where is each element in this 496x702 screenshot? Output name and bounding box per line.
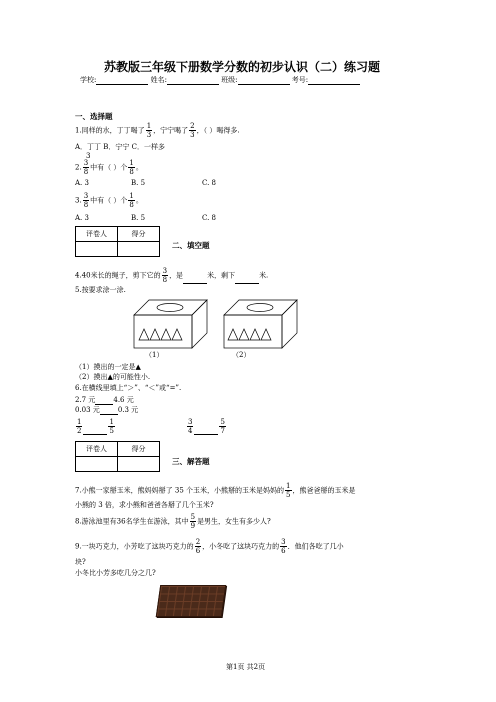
question-5-part-2: （2）摸出▲的可能性小.	[75, 373, 151, 381]
question-5: 5.按要求涂一涂.	[75, 286, 126, 294]
fraction: $\frac{5}{9}$	[190, 513, 196, 530]
fraction: $\frac{1}{8}$	[129, 192, 134, 209]
question-2-option-c: C. 8	[202, 179, 217, 187]
question-7: 7.小熊一家掰玉米，熊妈妈掰了 35 个玉米，小熊掰的玉米是妈妈的 $\frac{1}{5}$ ，熊爸爸掰的玉米是	[75, 482, 356, 499]
question-6: 6.在横线里填上“＞”、“＜”或“=”.	[75, 384, 182, 392]
fraction: $\frac{2}{3}$	[190, 122, 195, 139]
class-field[interactable]	[238, 77, 290, 85]
score-label: 得分	[118, 442, 160, 457]
fraction: $\frac{1}{8}$	[129, 159, 134, 176]
question-9-line-2: 块?	[75, 558, 86, 566]
question-3: 3. $\frac{3}{8}$ 中有（ ）个 $\frac{1}{8}$ 。	[75, 192, 143, 209]
fraction: $\frac{3}{8}$	[83, 159, 89, 176]
box-diagram	[132, 295, 302, 355]
question-2-top-digit: 3	[86, 152, 91, 160]
info-line	[80, 76, 360, 85]
score-cell[interactable]	[118, 457, 160, 472]
box-2	[224, 300, 297, 348]
fraction: $\frac{3}{8}$	[83, 192, 89, 209]
question-9-line-3: 小冬比小芳多吃几分之几?	[75, 569, 156, 577]
question-5-part-1: （1）摸出的一定是▲	[75, 363, 141, 371]
question-1: 1.同样的水，丁丁喝了 $\frac{1}{3}$ ，宁宁喝了 $\frac{2}{3}$ ，（ ）喝得多.	[75, 122, 240, 139]
fraction: $\frac{1}{5}$	[286, 482, 291, 499]
question-7-line-2: 小熊的 3 倍，求小熊和爸爸各掰了几个玉米?	[75, 501, 214, 509]
fraction: $\frac{3}{4}$	[188, 418, 193, 435]
answer-blank[interactable]	[95, 397, 113, 405]
fraction: $\frac{3}{6}$	[281, 538, 286, 555]
section-heading-choice: 一、选择题	[75, 112, 113, 121]
compare-row-1: 2.7 元 4.6 元	[75, 396, 134, 404]
box-1-label: （1）	[145, 351, 164, 359]
chocolate-bar-image	[156, 585, 226, 617]
score-table	[75, 226, 160, 257]
score-label: 得分	[118, 227, 160, 242]
fraction: $\frac{1}{2}$	[77, 418, 82, 435]
answer-blank[interactable]	[235, 276, 259, 284]
answer-blank[interactable]	[83, 427, 107, 435]
question-2-option-a: A. 3	[75, 179, 89, 187]
page-footer: 第1页 共2页	[226, 663, 266, 671]
exam-no-field[interactable]	[308, 77, 360, 85]
question-1-options: A．丁丁 B．宁宁 C．一样多	[75, 143, 166, 151]
exam-no-label: 考号:	[291, 76, 309, 84]
question-2-option-b: B. 5	[131, 179, 146, 187]
compare-fractions-1	[75, 418, 116, 435]
class-label: 班级:	[221, 76, 238, 84]
question-3-option-c: C. 8	[202, 214, 217, 222]
question-3-option-a: A. 3	[75, 214, 89, 222]
page-title: 苏教版三年级下册数学分数的初步认识（二）练习题	[104, 60, 381, 74]
name-field[interactable]	[167, 77, 219, 85]
answer-blank[interactable]	[194, 427, 218, 435]
reviewer-label: 评卷人	[76, 227, 118, 242]
question-3-option-b: B. 5	[131, 214, 146, 222]
section-heading-solve: 三、解答题	[172, 457, 210, 466]
question-9: 9.一块巧克力，小芳吃了这块巧克力的 $\frac{2}{6}$ ，小冬吃了这块巧克力的 $\frac{3}{6}$ ．他们各吃了几小	[75, 538, 344, 555]
reviewer-cell[interactable]	[76, 242, 118, 257]
compare-fractions-2	[186, 418, 227, 435]
reviewer-label: 评卷人	[76, 442, 118, 457]
score-cell[interactable]	[118, 242, 160, 257]
box-1	[134, 300, 207, 348]
answer-blank[interactable]	[183, 276, 207, 284]
fraction: $\frac{3}{8}$	[162, 267, 168, 284]
reviewer-cell[interactable]	[76, 457, 118, 472]
compare-row-2: 0.03 元 0.3 元	[75, 406, 139, 414]
fraction: $\frac{2}{6}$	[195, 538, 201, 555]
question-8: 8.游泳池里有36名学生在游泳，其中 $\frac{5}{9}$ 是男生，女生有多少人?	[75, 513, 271, 530]
question-4: 4.40米长的绳子，剪下它的 $\frac{3}{8}$ ，是 米，剩下 米.	[75, 267, 269, 284]
fraction: $\frac{1}{3}$	[146, 122, 152, 139]
fraction: $\frac{1}{5}$	[109, 418, 114, 435]
school-label: 学校:	[80, 76, 97, 84]
section-heading-fill: 二、填空题	[172, 241, 210, 250]
question-2: 2. $\frac{3}{8}$ 中有（ ）个 $\frac{1}{8}$ 。	[75, 159, 143, 176]
box-2-label: （2）	[232, 351, 251, 359]
score-table	[75, 441, 160, 472]
school-field[interactable]	[96, 77, 148, 85]
name-label: 姓名:	[150, 76, 167, 84]
fraction: $\frac{5}{7}$	[220, 418, 225, 435]
answer-blank[interactable]	[100, 407, 118, 415]
